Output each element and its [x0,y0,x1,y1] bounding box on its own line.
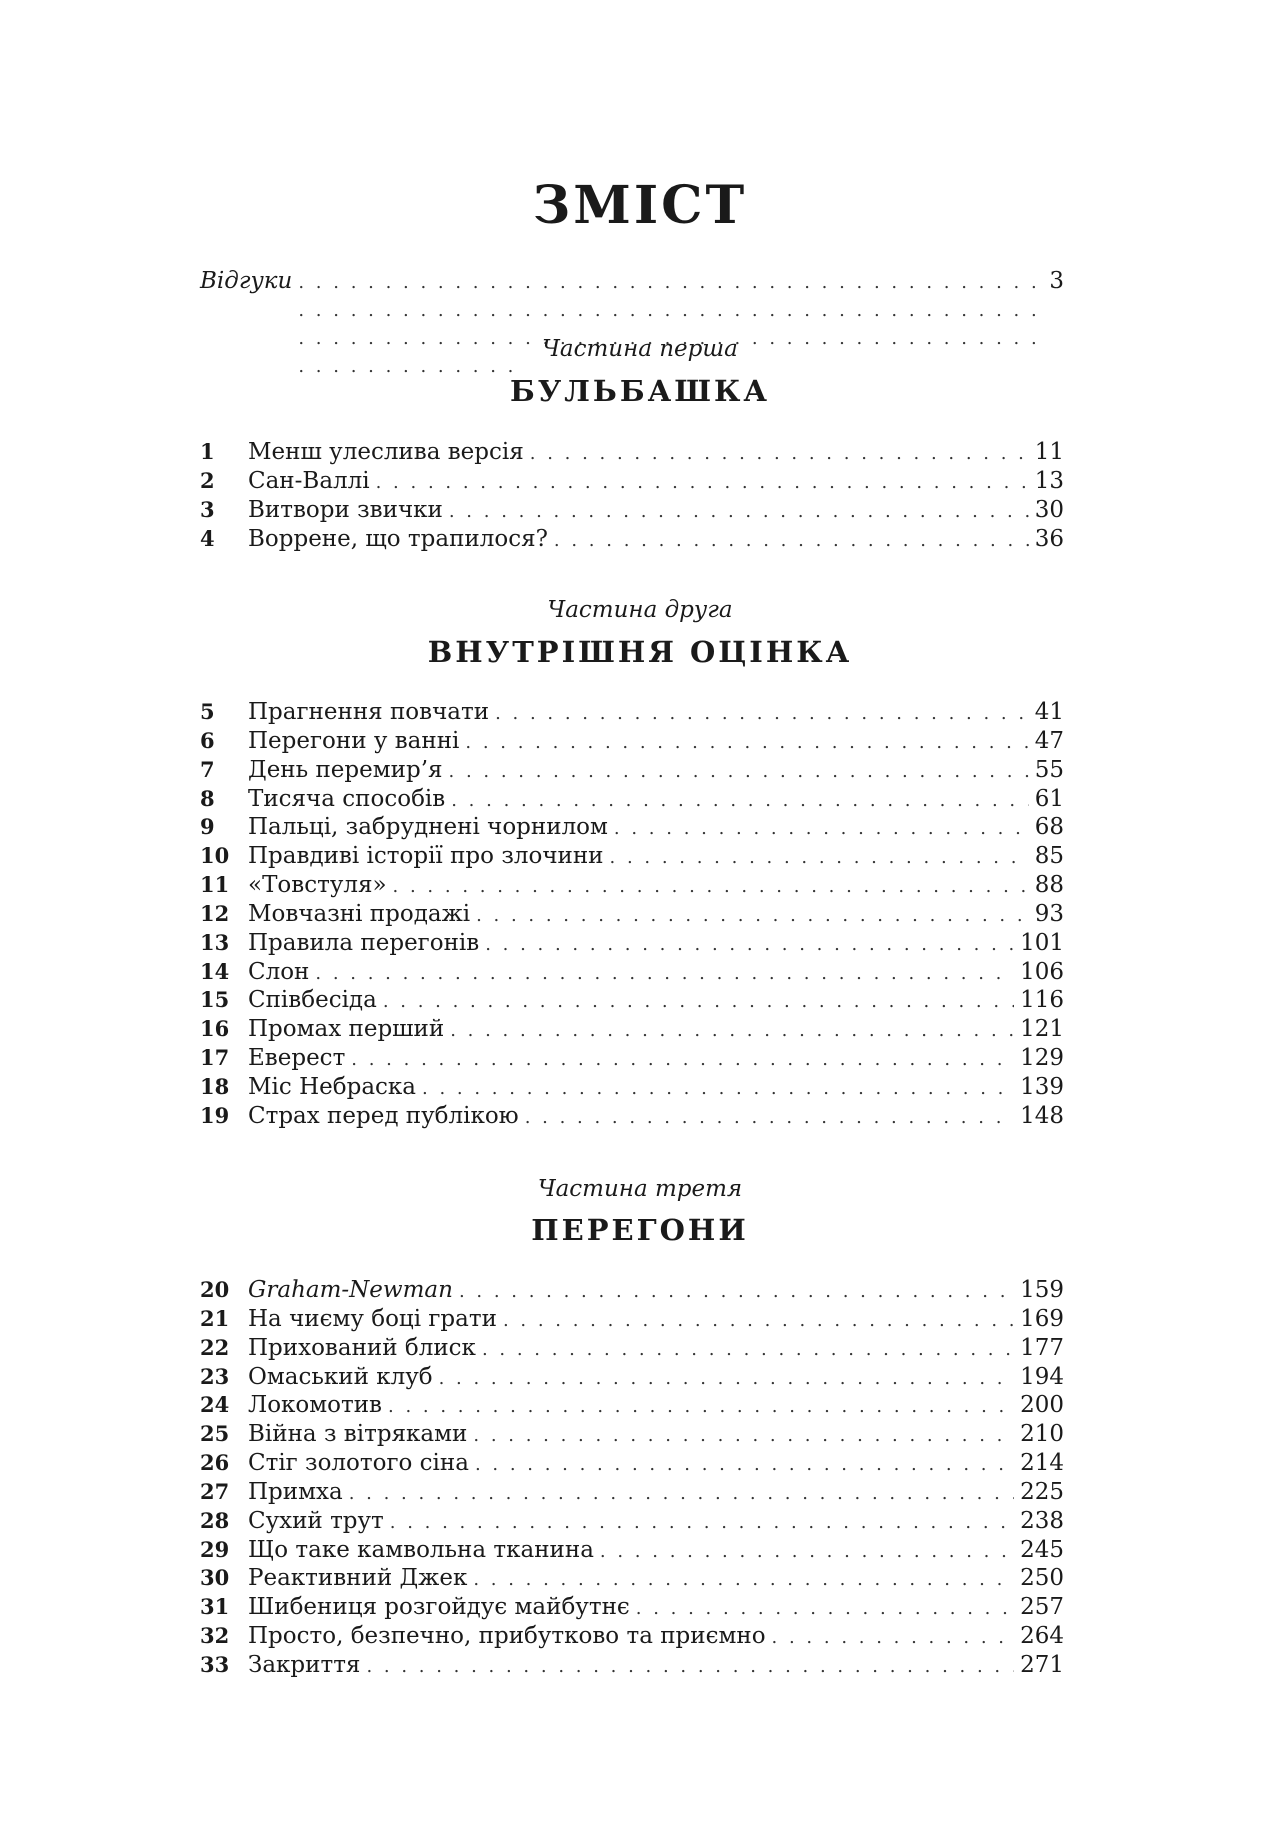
chapter-page-number: 169 [1020,1305,1064,1332]
dot-leader [530,440,1029,468]
dot-leader [388,1393,1014,1421]
toc-entry[interactable] [200,986,1064,1015]
chapter-title: Прихований блиск [248,1334,476,1361]
chapter-page-number: 200 [1020,1392,1064,1419]
chapter-title: Правила перегонів [248,929,480,956]
chapter-page-number: 13 [1034,467,1064,494]
dot-leader [449,498,1029,526]
chapter-title: Сухий трут [248,1507,384,1534]
toc-entry[interactable] [200,1305,1064,1334]
toc-entry[interactable] [200,1449,1064,1478]
chapter-page-number: 148 [1020,1102,1064,1129]
dot-leader [390,1509,1014,1537]
chapter-page-number: 93 [1034,900,1064,927]
chapter-title: Воррене, що трапилося? [248,525,548,552]
toc-entry[interactable] [200,1015,1064,1044]
dot-leader [349,1480,1014,1508]
chapter-number: 23 [200,1363,230,1389]
chapter-page-number: 194 [1020,1363,1064,1390]
toc-entry[interactable] [200,496,1064,525]
dot-leader [476,902,1029,930]
dot-leader [636,1595,1014,1623]
dot-leader [449,758,1029,786]
toc-entry-intro[interactable] [200,267,1064,381]
part-label: Частина третя [537,1176,743,1202]
chapter-title: Війна з вітряками [248,1421,468,1448]
chapter-list [200,438,1064,553]
chapter-number: 8 [200,785,215,811]
dot-leader [495,700,1029,728]
chapter-page-number: 85 [1034,843,1064,870]
chapter-title: Локомотив [248,1392,383,1419]
chapter-page-number: 257 [1020,1594,1064,1621]
dot-leader [459,1278,1014,1306]
chapter-title: Сан-Валлі [248,467,370,494]
toc-entry-title: Відгуки [200,268,293,294]
chapter-number: 2 [200,467,215,493]
chapter-number: 21 [200,1305,230,1331]
chapter-page-number: 129 [1020,1045,1064,1072]
chapter-number: 7 [200,756,215,782]
dot-leader [503,1307,1014,1335]
chapter-page-number: 41 [1034,699,1064,725]
toc-entry[interactable] [200,727,1064,756]
toc-entry[interactable] [200,785,1064,814]
chapter-page-number: 271 [1020,1651,1064,1678]
dot-leader [351,1046,1014,1074]
toc-entry[interactable] [200,929,1064,958]
chapter-page-number: 121 [1020,1016,1064,1043]
chapter-number: 17 [200,1045,230,1071]
chapter-title: На чиєму боці грати [248,1305,497,1332]
toc-entry[interactable] [200,467,1064,496]
chapter-page-number: 11 [1034,439,1064,465]
chapter-title: Реактивний Джек [248,1565,468,1592]
chapter-number: 31 [200,1594,230,1620]
dot-leader [485,931,1014,959]
chapter-number: 30 [200,1565,230,1591]
chapter-title: Перегони у ванні [248,727,460,754]
dot-leader [525,1104,1014,1132]
part-title: ПЕРЕГОНИ [531,1213,749,1247]
dot-leader [450,1017,1014,1045]
chapter-page-number: 250 [1020,1565,1064,1592]
chapter-number: 18 [200,1073,230,1099]
chapter-title: Витвори звички [248,496,443,523]
toc-entry[interactable] [200,871,1064,900]
toc-entry[interactable] [200,1044,1064,1073]
chapter-title: Міс Небраска [248,1073,417,1100]
chapter-title: Еверест [248,1045,346,1072]
chapter-title: Правдиві історії про злочини [248,843,604,870]
toc-entry[interactable] [200,1651,1064,1680]
chapter-number: 27 [200,1478,230,1504]
chapter-title: Омаський клуб [248,1363,433,1390]
chapter-number: 32 [200,1623,230,1649]
chapter-title: Прагнення повчати [248,699,490,725]
chapter-number: 12 [200,900,230,926]
toc-entry[interactable] [200,1391,1064,1420]
chapter-page-number: 116 [1020,987,1064,1014]
chapter-number: 14 [200,958,230,984]
chapter-number: 33 [200,1651,230,1677]
chapter-title: Стіг золотого сіна [248,1450,469,1477]
toc-entry[interactable] [200,1420,1064,1449]
chapter-number: 19 [200,1102,230,1128]
toc-entry[interactable] [200,1073,1064,1102]
dot-leader [772,1624,1015,1652]
chapter-title: Співбесіда [248,987,377,1014]
chapter-page-number: 47 [1034,727,1064,754]
chapter-title: Страх перед публікою [248,1102,519,1129]
chapter-page-number: 30 [1034,496,1064,523]
chapter-page-number: 88 [1034,872,1064,899]
chapter-page-number: 61 [1034,785,1064,812]
part-label: Частина перша [542,336,738,362]
toc-entry[interactable] [200,900,1064,929]
dot-leader [610,844,1029,872]
toc-entry[interactable] [200,1363,1064,1392]
chapter-page-number: 264 [1020,1623,1064,1650]
toc-entry[interactable] [200,1478,1064,1507]
chapter-page-number: 55 [1034,756,1064,783]
chapter-page-number: 106 [1020,958,1064,985]
dot-leader [393,873,1029,901]
chapter-page-number: 210 [1020,1421,1064,1448]
dot-leader [422,1075,1014,1103]
chapter-page-number: 68 [1034,814,1064,841]
toc-entry-page: 3 [1049,268,1064,294]
chapter-number: 29 [200,1536,230,1562]
chapter-page-number: 225 [1020,1478,1064,1505]
toc-entry[interactable] [200,698,1064,727]
chapter-number: 26 [200,1450,230,1476]
chapter-title: Просто, безпечно, прибутково та приємно [248,1623,766,1650]
toc-entry[interactable] [200,756,1064,785]
chapter-number: 20 [200,1277,230,1302]
dot-leader [366,1653,1014,1681]
toc-entry[interactable] [200,1564,1064,1593]
chapter-page-number: 245 [1020,1536,1064,1563]
dot-leader [383,988,1014,1016]
chapter-number: 6 [200,727,215,753]
dot-leader [298,269,1043,381]
chapter-number: 28 [200,1507,230,1533]
chapter-title: Мовчазні продажі [248,900,471,927]
dot-leader [376,469,1029,497]
chapter-title: Промах перший [248,1016,445,1043]
chapter-number: 5 [200,699,215,724]
chapter-number: 16 [200,1016,230,1042]
chapter-number: 4 [200,525,215,551]
toc-entry[interactable] [200,1334,1064,1363]
chapter-title: Що таке камвольна тканина [248,1536,594,1563]
dot-leader [315,960,1014,988]
chapter-number: 3 [200,496,215,522]
dot-leader [600,1538,1014,1566]
toc-entry[interactable] [200,1507,1064,1536]
toc-entry[interactable] [200,438,1064,467]
chapter-number: 25 [200,1421,230,1447]
chapter-number: 10 [200,843,230,869]
page-title: ЗМІСТ [532,175,748,236]
chapter-page-number: 214 [1020,1450,1064,1477]
toc-entry[interactable] [200,525,1064,554]
chapter-title: Слон [248,958,310,985]
part-title: БУЛЬБАШКА [509,374,771,408]
toc-entry[interactable] [200,813,1064,842]
chapter-number: 11 [200,872,230,898]
dot-leader [473,1566,1014,1594]
chapter-title: День перемир’я [248,756,443,783]
toc-entry[interactable] [200,1102,1064,1131]
toc-entry[interactable] [200,1622,1064,1651]
dot-leader [554,527,1029,555]
toc-entry[interactable] [200,1536,1064,1565]
part-label: Частина друга [547,597,733,623]
chapter-number: 13 [200,929,230,955]
chapter-list [200,698,1064,1131]
chapter-number: 22 [200,1334,230,1360]
chapter-number: 24 [200,1392,230,1418]
dot-leader [465,729,1028,757]
chapter-number: 15 [200,987,230,1013]
toc-entry[interactable] [200,842,1064,871]
chapter-page-number: 238 [1020,1507,1064,1534]
chapter-page-number: 139 [1020,1073,1064,1100]
dot-leader [439,1365,1015,1393]
chapter-number: 9 [200,814,215,840]
toc-entry[interactable] [200,1593,1064,1622]
chapter-page-number: 159 [1020,1277,1064,1303]
chapter-page-number: 101 [1020,929,1064,956]
chapter-title: Примха [248,1478,343,1505]
dot-leader [614,815,1029,843]
chapter-title: Менш улеслива версія [248,439,524,465]
chapter-title: «Товстуля» [248,872,387,899]
toc-entry[interactable] [200,958,1064,987]
chapter-title: Закриття [248,1651,361,1678]
chapter-title: Graham-Newman [248,1277,453,1303]
dot-leader [451,787,1028,815]
dot-leader [475,1451,1014,1479]
chapter-list [200,1276,1064,1680]
chapter-number: 1 [200,439,215,464]
part-title: ВНУТРІШНЯ ОЦІНКА [427,635,853,669]
toc-entry[interactable] [200,1276,1064,1305]
chapter-page-number: 36 [1034,525,1064,552]
chapter-title: Тисяча способів [248,785,446,812]
chapter-page-number: 177 [1020,1334,1064,1361]
dot-leader [482,1336,1014,1364]
chapter-title: Пальці, забруднені чорнилом [248,814,608,841]
dot-leader [473,1422,1014,1450]
chapter-title: Шибениця розгойдує майбутнє [248,1594,630,1621]
